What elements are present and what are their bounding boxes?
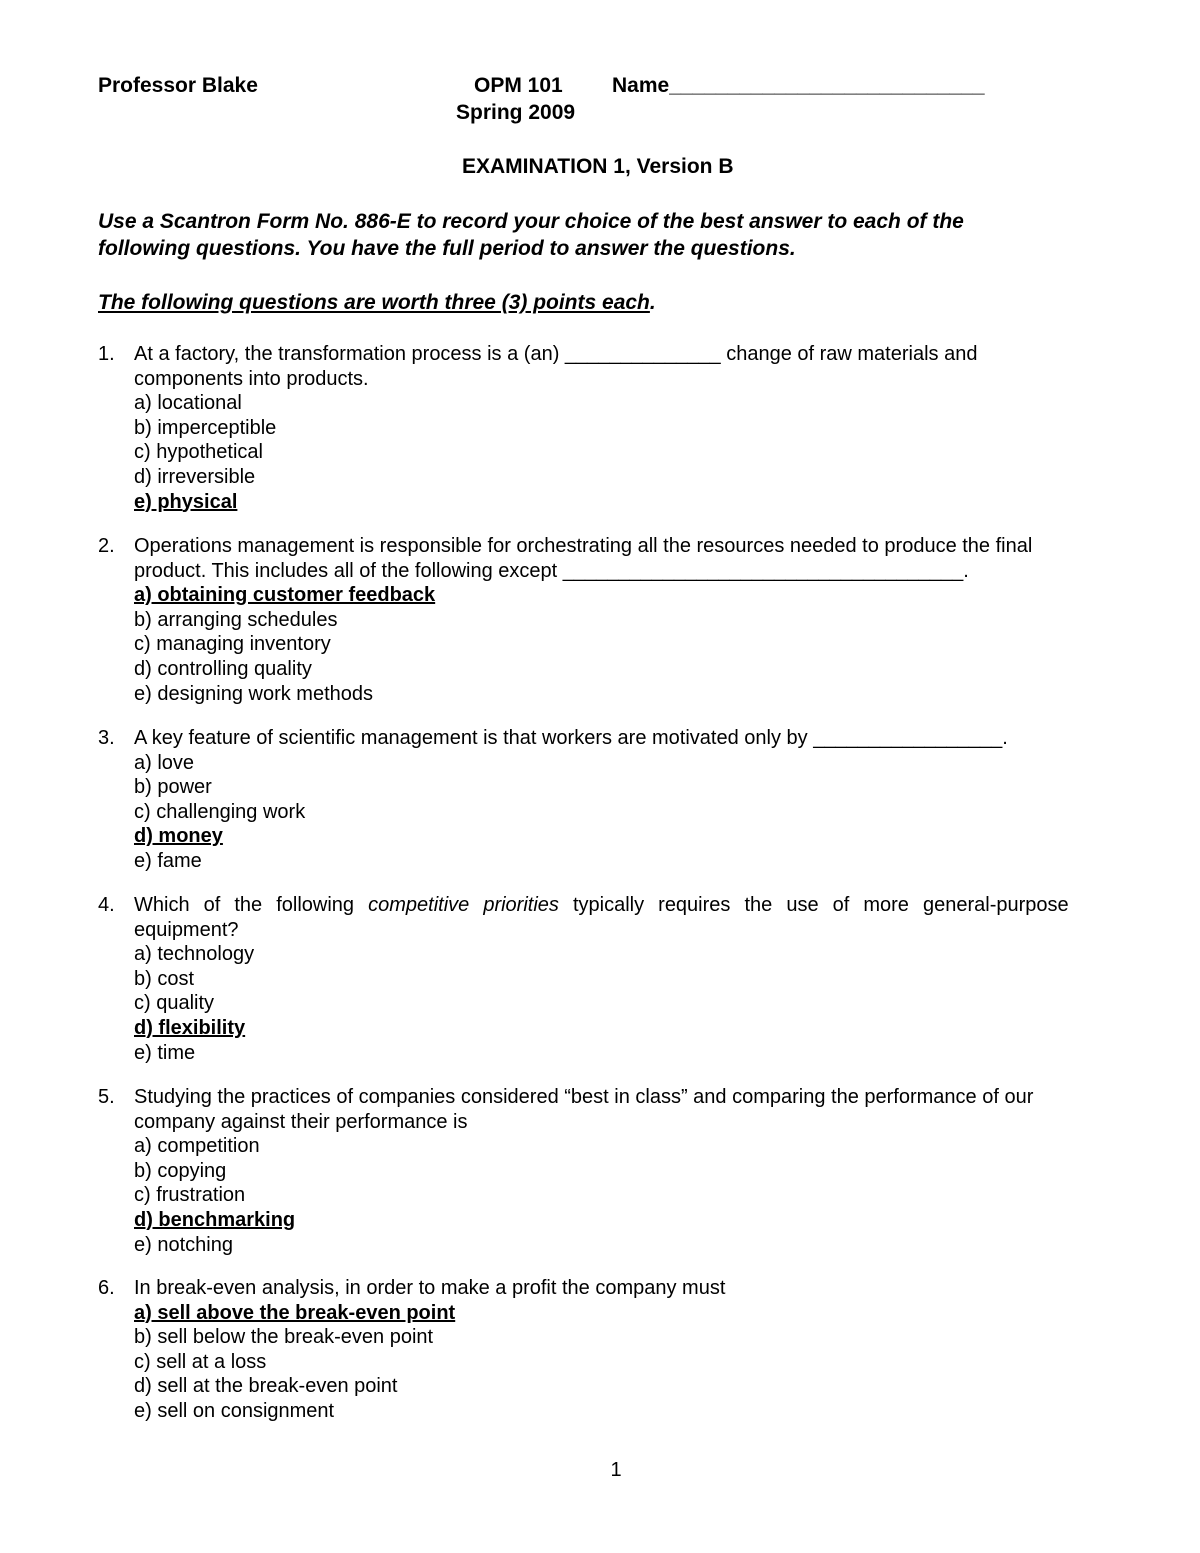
option-a-correct: a) sell above the break-even point: [134, 1301, 456, 1324]
option-a: a) technology: [134, 943, 255, 966]
option-c: c) managing inventory: [134, 633, 331, 656]
question-text-start: Which of the following: [134, 894, 369, 916]
option-c: c) challenging work: [134, 800, 306, 823]
option-b: b) arranging schedules: [134, 608, 338, 631]
option-a: a) locational: [134, 392, 242, 415]
option-e: e) fame: [134, 849, 202, 872]
option-d-correct: d) benchmarking: [134, 1208, 296, 1231]
question-text: A key feature of scientific management is that workers are motivated only by _________________.: [134, 727, 1008, 749]
question-number: 2.: [98, 535, 115, 557]
exam-title: EXAMINATION 1, Version B: [462, 155, 734, 178]
option-d-correct: d) money: [134, 825, 223, 848]
option-e: e) designing work methods: [134, 682, 374, 705]
option-d: d) sell at the break-even point: [134, 1375, 398, 1398]
option-b: b) sell below the break-even point: [134, 1326, 434, 1349]
option-d: d) irreversible: [134, 465, 256, 488]
option-a-correct: a) obtaining customer feedback: [134, 584, 436, 607]
option-b: b) cost: [134, 967, 195, 990]
question-text-end: typically requires the use of more general-purpose: [558, 894, 1069, 916]
question-text-emphasis: competitive priorities: [368, 894, 559, 916]
question-number: 3.: [98, 727, 115, 749]
section-heading: [98, 289, 656, 316]
question-3: [98, 726, 1128, 874]
question-text: At a factory, the transformation process is a (an) ______________ change of raw materials and: [134, 343, 978, 365]
option-b: b) power: [134, 776, 212, 799]
question-text: Operations management is responsible for orchestrating all the resources needed to produce the final: [134, 535, 1033, 557]
question-number: 4.: [98, 894, 115, 916]
question-text: components into products.: [134, 367, 369, 390]
option-e: e) notching: [134, 1233, 233, 1256]
question-text: equipment?: [134, 918, 239, 941]
option-e: e) sell on consignment: [134, 1399, 335, 1422]
professor-name: Professor Blake: [98, 74, 258, 97]
course-code: OPM 101: [474, 74, 563, 97]
question-1: [98, 342, 1128, 514]
question-text: Studying the practices of companies considered “best in class” and comparing the performance of our: [134, 1086, 1034, 1108]
question-text: product. This includes all of the following except ____________________________________.: [134, 559, 969, 582]
student-name-field: Name___________________________: [612, 74, 985, 97]
question-text: In break-even analysis, in order to make a profit the company must: [134, 1277, 726, 1299]
option-c: c) hypothetical: [134, 441, 263, 464]
option-c: c) frustration: [134, 1184, 246, 1207]
question-6: [98, 1276, 1128, 1424]
term: Spring 2009: [456, 101, 576, 124]
instructions-line-2: following questions. You have the full period to answer the questions.: [98, 237, 796, 260]
option-e: e) time: [134, 1041, 196, 1064]
section-heading-text: The following questions are worth three (3) points each: [98, 291, 650, 314]
question-text: [134, 893, 1128, 918]
instructions-line-1: Use a Scantron Form No. 886-E to record your choice of the best answer to each of the: [98, 210, 964, 233]
section-heading-period: .: [649, 291, 656, 314]
question-number: 6.: [98, 1277, 115, 1299]
option-d: d) controlling quality: [134, 657, 312, 680]
option-a: a) love: [134, 751, 195, 774]
option-c: c) sell at a loss: [134, 1350, 267, 1373]
option-a: a) competition: [134, 1135, 260, 1158]
page-number: 1: [610, 1459, 622, 1481]
option-d-correct: d) flexibility: [134, 1016, 246, 1039]
question-text: company against their performance is: [134, 1110, 468, 1133]
question-number: 1.: [98, 343, 115, 365]
option-e-correct: e) physical: [134, 490, 238, 513]
option-b: b) copying: [134, 1159, 227, 1182]
option-c: c) quality: [134, 992, 215, 1015]
question-4: [98, 893, 1128, 1065]
question-2: [98, 534, 1128, 706]
question-5: [98, 1085, 1128, 1257]
option-b: b) imperceptible: [134, 416, 277, 439]
question-number: 5.: [98, 1086, 115, 1108]
